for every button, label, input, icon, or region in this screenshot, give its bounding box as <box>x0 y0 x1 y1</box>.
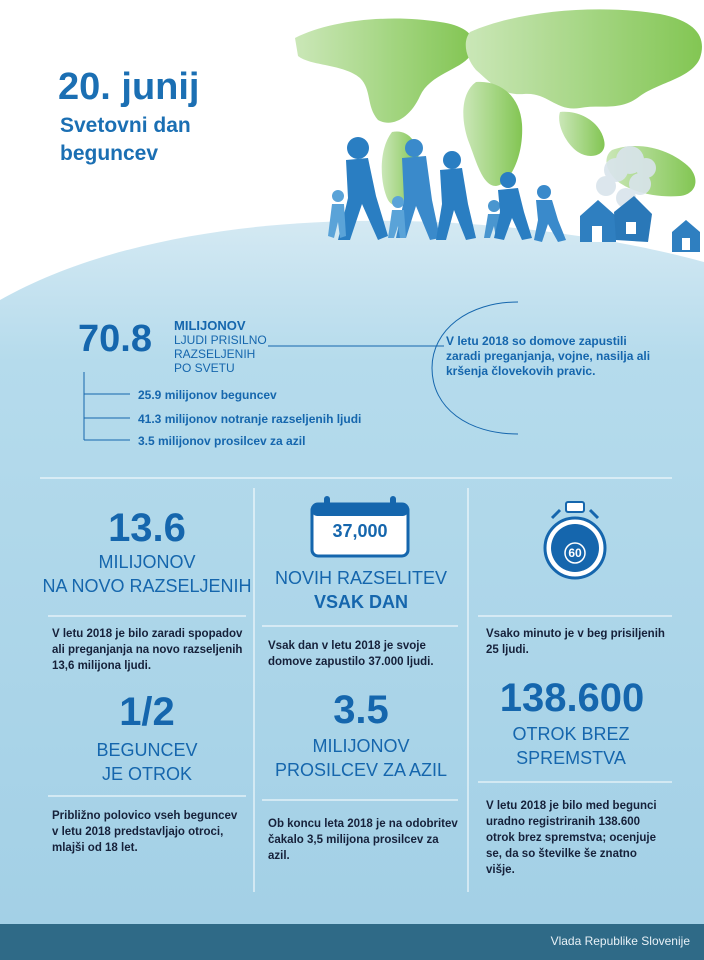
unaccompanied-note: V letu 2018 je bilo med begunci uradno registriranih 138.600 otrok brez spremstva; ocenjuje se, da so številke še znatno višje. <box>486 800 657 876</box>
children-note: Približno polovico vseh beguncev v letu 2018 predstavljajo otroci, mlajši od 18 let. <box>52 810 238 854</box>
per-minute-note: Vsako minuto je v beg prisiljenih 25 ljudi. <box>486 628 665 656</box>
asylum-caption-1: MILIJONOV <box>312 736 410 756</box>
breakdown-asylum-seekers: 3.5 milijonov prosilcev za azil <box>138 434 306 448</box>
children-caption-2: JE OTROK <box>101 764 192 784</box>
page-title: Svetovni dan beguncev <box>60 114 191 165</box>
total-displaced-desc-2: RAZSELJENIH <box>174 347 256 361</box>
unaccompanied-caption-1: OTROK BREZ <box>512 724 630 744</box>
new-displaced-note: V letu 2018 je bilo zaradi spopadov ali preganjanja na novo razseljenih 13,6 milijona ljudi. <box>52 628 243 672</box>
unaccompanied-value: 138.600 <box>499 676 645 720</box>
asylum-value: 3.5 <box>333 688 389 732</box>
footer-bar <box>0 924 704 960</box>
new-displaced-value: 13.6 <box>108 506 186 550</box>
asylum-note: Ob koncu leta 2018 je na odobritev čakalo 3,5 milijona prosilcev za azil. <box>268 818 458 862</box>
children-caption-1: BEGUNCEV <box>96 740 198 760</box>
daily-caption-2: VSAK DAN <box>313 592 408 612</box>
total-displaced-desc-3: PO SVETU <box>174 361 235 375</box>
calendar-value: 37,000 <box>332 521 388 541</box>
breakdown-refugees: 25.9 milijonov beguncev <box>138 388 277 402</box>
total-displaced-desc-1: LJUDI PRISILNO <box>174 333 267 347</box>
footer-credit: Vlada Republike Slovenije <box>550 934 690 948</box>
new-displaced-caption-1: MILIJONOV <box>98 552 196 572</box>
stopwatch-value: 60 <box>568 546 582 560</box>
new-displaced-caption-2: NA NOVO RAZSELJENIH <box>42 576 252 596</box>
daily-caption-1: NOVIH RAZSELITEV <box>274 568 448 588</box>
total-displaced-value: 70.8 <box>78 318 152 360</box>
asylum-caption-2: PROSILCEV ZA AZIL <box>274 760 448 780</box>
daily-note: Vsak dan v letu 2018 je svoje domove zapustilo 37.000 ljudi. <box>268 640 434 668</box>
overview-callout: V letu 2018 so domove zapustili zaradi preganjanja, vojne, nasilja ali kršenja človekovih pravic. <box>446 334 651 378</box>
unaccompanied-caption-2: SPREMSTVA <box>516 748 626 768</box>
page-title-date: 20. junij <box>58 66 200 108</box>
children-value: 1/2 <box>119 690 175 734</box>
total-displaced-unit: MILIJONOV <box>174 318 246 333</box>
breakdown-internally-displaced: 41.3 milijonov notranje razseljenih ljudi <box>138 412 362 426</box>
